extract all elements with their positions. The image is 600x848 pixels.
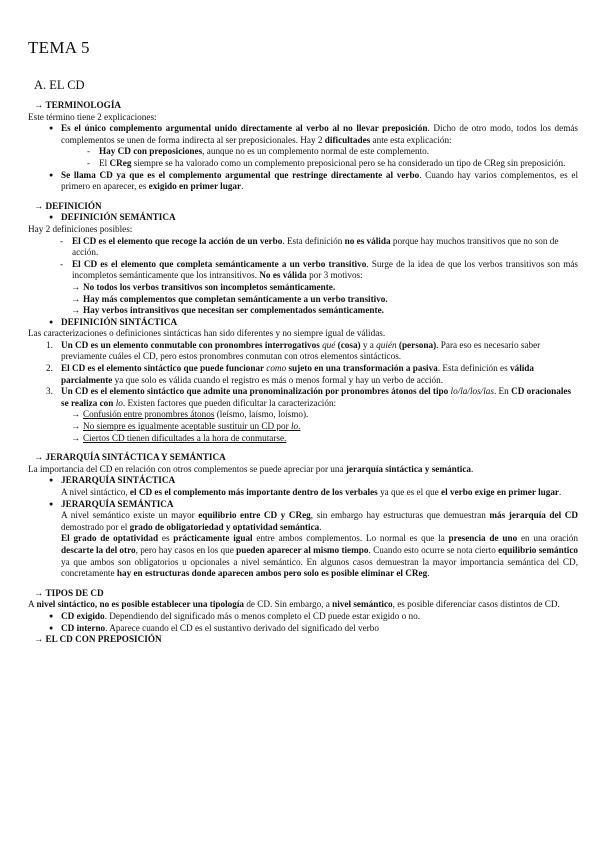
list-item: → No siempre es igualmente aceptable sustituir un CD por lo. bbox=[83, 421, 578, 433]
list-item: → No todos los verbos transitivos son incompletos semánticamente. bbox=[83, 282, 578, 294]
list-item: - El CD es el elemento que recoge la acción de un verbo. Esta definición no es válida porque hay muchos transitivos que no son de acción. bbox=[72, 236, 578, 259]
list-item: → Ciertos CD tienen dificultades a la hora de conmutarse. bbox=[83, 433, 578, 445]
list-item: ● CD interno. Aparece cuando el CD es el sustantivo derivado del significado del verbo bbox=[61, 623, 578, 635]
list-item: → Hay verbos intransitivos que necesitan ser complementados semánticamente. bbox=[83, 305, 578, 317]
list-item: → Confusión entre pronombres átonos (leísmo, laísmo, loísmo). bbox=[83, 409, 578, 421]
tipos-intro: A nivel sintáctico, no es posible establecer una tipología de CD. Sin embargo, a nivel semántico, es posible diferenciar casos distintos de CD. bbox=[28, 599, 560, 610]
jerarquia-semantica-text-2: El grado de optatividad es prácticamente igual entre ambos complementos. Lo normal es que la presencia de uno en una oración descarte la del otro, pero hay casos en los que pueden aparecer al mismo tiempo. Cuando esto ocurre se nota cierto equilibrio semántico ya que ambos son obligatorios u opcionales a nivel semántico. En algunos casos demuestran la mayor importancia semántica del CD, concretamente hay en estructuras donde aparecen ambos pero solo es posible eliminar el CReg. bbox=[61, 533, 578, 579]
list-item: ● Se llama CD ya que es el complemento argumental que restringe directamente al verbo. Cuando hay varios complementos, es el primero en aparecer, es exigido en primer lugar. bbox=[61, 170, 578, 193]
list-item: 3. Un CD es el elemento sintáctico que admite una pronominalización por pronombres átonos del tipo lo/la/los/las. En CD oracionales se realiza con lo. Existen factores que pueden dificultar la caracterización: bbox=[46, 386, 572, 408]
list-item: - El CD es el elemento que completa semánticamente a un verbo transitivo. Surge de la idea de que los verbos transitivos son más incompletos semánticamente que los intransitivos. No es válida por 3 motivos: bbox=[72, 259, 578, 282]
jerarquia-semantica-heading: ● JERARQUÍA SEMÁNTICA bbox=[61, 499, 578, 511]
document-page bbox=[28, 38, 578, 646]
jerarquia-sintactica-text: A nivel sintáctico, el CD es el complemento más importante dentro de los verbales ya que es el que el verbo exige en primer lugar. bbox=[61, 487, 562, 497]
page-title: TEMA 5 bbox=[28, 38, 90, 57]
terminologia-intro: Este término tiene 2 explicaciones: bbox=[28, 111, 157, 122]
terminologia-heading: → TERMINOLOGÍA bbox=[34, 100, 122, 110]
section-heading-a: A. EL CD bbox=[34, 78, 85, 92]
list-item: - El CReg siempre se ha valorado como un complemento preposicional pero se ha considerado un tipo de CReg sin preposición. bbox=[99, 158, 578, 170]
definicion-heading: → DEFINICIÓN bbox=[34, 200, 102, 211]
definicion-sintactica-intro: Las caracterizaciones o definiciones sintácticas han sido diferentes y no siempre igual de válidas. bbox=[28, 328, 386, 339]
list-item: ● CD exigido. Dependiendo del significado más o menos completo el CD puede estar exigido o no. bbox=[61, 611, 578, 623]
preposicion-heading: → EL CD CON PREPOSICIÓN bbox=[34, 634, 162, 645]
list-item: ● Es el único complemento argumental unido directamente al verbo al no llevar preposición. Dicho de otro modo, todos los demás complementos se unen de forma indirecta al ser preposicionales. Hay 2 dificultades ante esta explicación: bbox=[61, 123, 578, 146]
list-item: 1. Un CD es un elemento conmutable con pronombres interrogativos qué (cosa) y a quién (persona). Para eso es necesario saber previamente cuáles el CD, pero estos pronombres conmutan con otros elementos sintácticos. bbox=[46, 339, 541, 362]
jerarquia-intro: La importancia del CD en relación con otros complementos se puede apreciar por una jerarquía sintáctica y semántica. bbox=[28, 463, 474, 474]
list-item: - Hay CD con preposiciones, aunque no es un complemento normal de este complemento. bbox=[99, 146, 578, 158]
definicion-semantica-heading: ● DEFINICIÓN SEMÁNTICA bbox=[61, 212, 578, 224]
jerarquia-semantica-text: A nivel semántico existe un mayor equilibrio entre CD y CReg, sin embargo hay estructuras que demuestran más jerarquía del CD demostrado por el grado de obligatoriedad y optatividad semántica. bbox=[61, 510, 578, 532]
definicion-semantica-intro: Hay 2 definiciones posibles: bbox=[28, 223, 133, 234]
jerarquia-sintactica-heading: ● JERARQUÍA SINTÁCTICA bbox=[61, 475, 578, 487]
list-item: → Hay más complementos que completan semánticamente a un verbo transitivo. bbox=[83, 294, 578, 306]
definicion-sintactica-heading: ● DEFINICIÓN SINTÁCTICA bbox=[61, 317, 578, 329]
list-item: 2. El CD es el elemento sintáctico que puede funcionar como sujeto en una transformación a pasiva. Esta definición es válida parcialmente ya que solo es válida cuando el registro es más o menos formal y hay un verbo de acción. bbox=[46, 363, 534, 385]
tipos-heading: → TIPOS DE CD bbox=[34, 587, 104, 598]
jerarquia-heading: → JERARQUÍA SINTÁCTICA Y SEMÁNTICA bbox=[34, 452, 226, 463]
